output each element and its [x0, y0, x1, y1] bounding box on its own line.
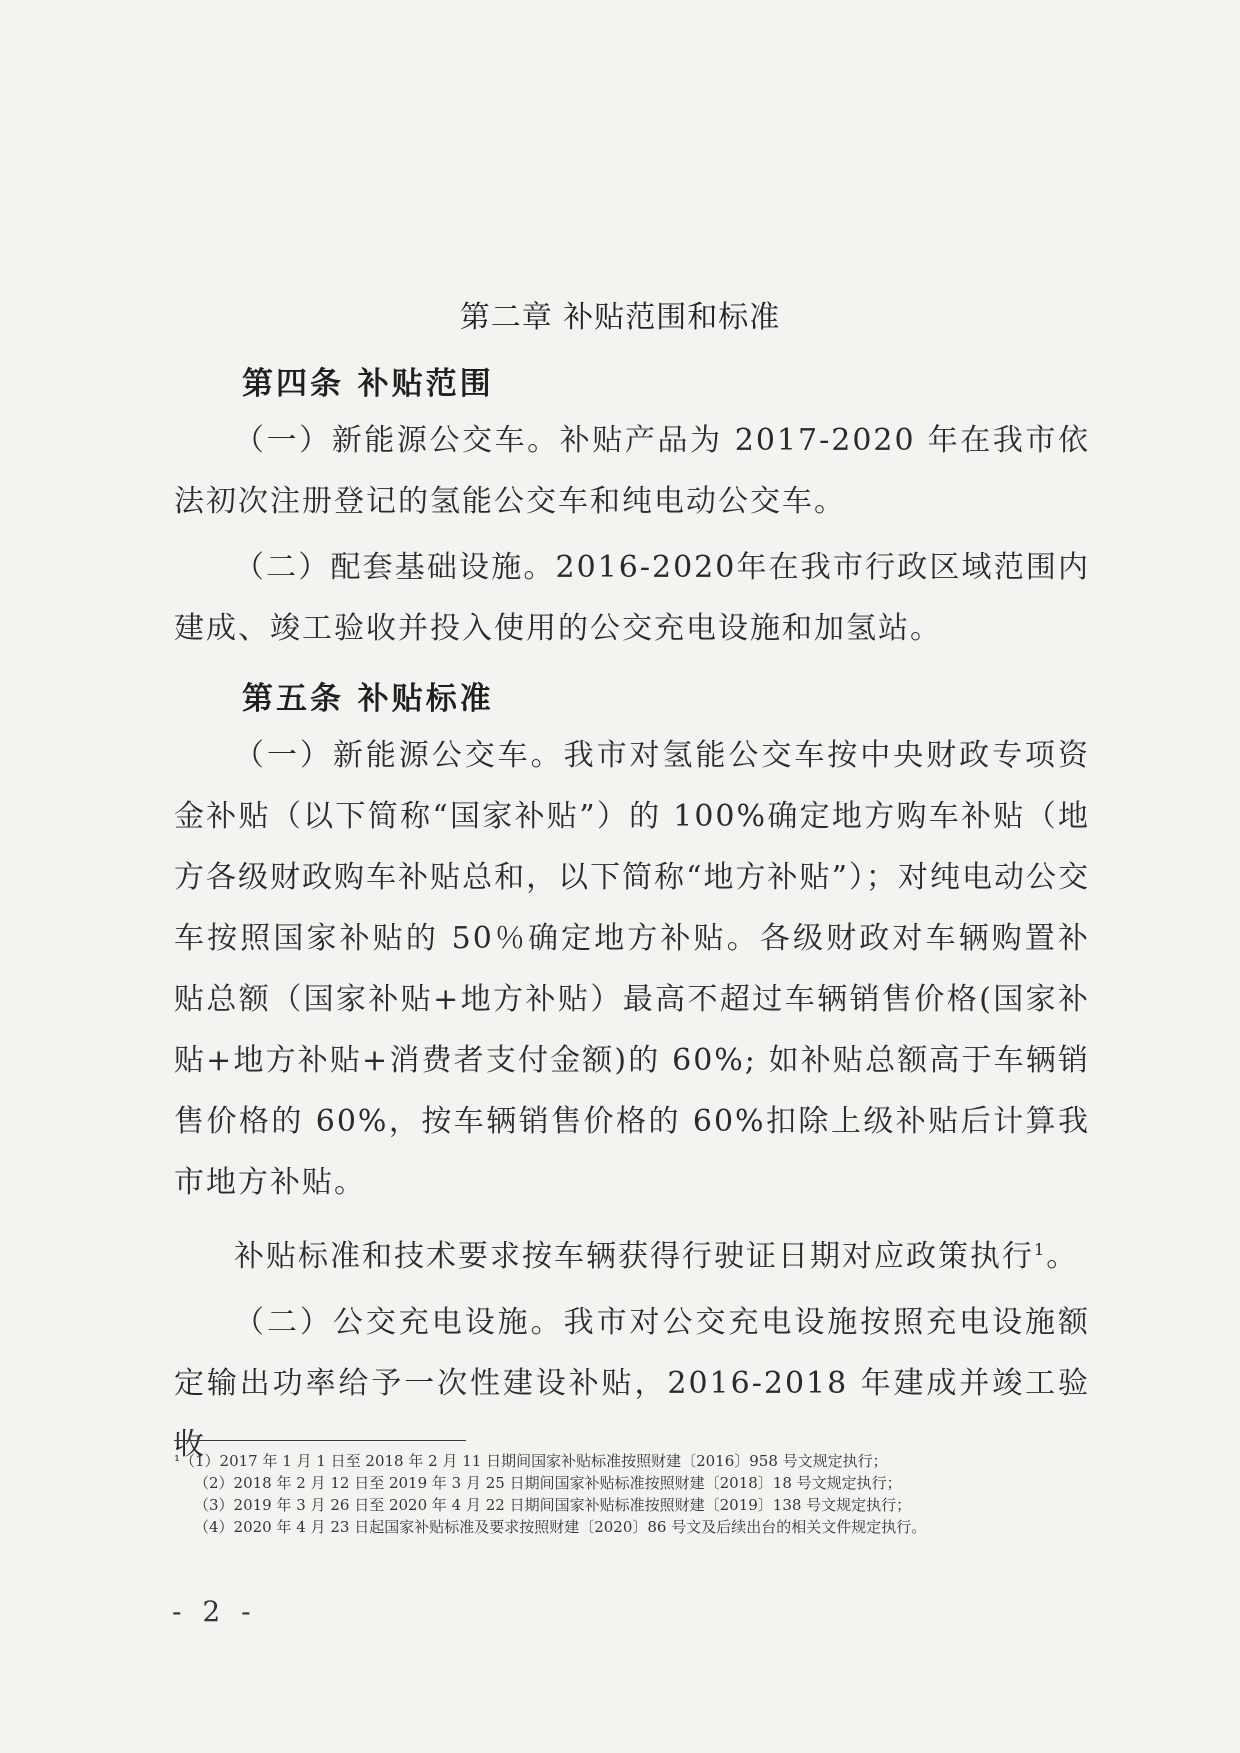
footnotes [174, 1450, 1114, 1538]
footnote-line: ¹（1）2017 年 1 月 1 日至 2018 年 2 月 11 日期间国家补贴标准按照财建〔2016〕958 号文规定执行； [174, 1452, 888, 1470]
note-end: 。 [1046, 1239, 1079, 1274]
item-lead: （一）新能源公交车。 [234, 423, 560, 458]
footnote-line: （2）2018 年 2 月 12 日至 2019 年 3 月 25 日期间国家补贴标准按照财建〔2018〕18 号文规定执行； [194, 1474, 902, 1492]
item-lead: （二）配套基础设施。 [234, 550, 556, 585]
footnote-divider [174, 1440, 466, 1441]
article-5-standard-note [174, 1226, 1090, 1287]
item-text: 我市对公交充电设施按照充电设施额定输出功率给予一次性建设补贴，2016-2018 年建成并竣工验收 [174, 1305, 1091, 1462]
article-4-item-2 [174, 537, 1090, 659]
chapter-title: 第二章 补贴范围和标准 [459, 300, 781, 335]
item-text: 2016-2020年在我市行政区域范围内建成、竣工验收并投入使用的公交充电设施和加氢站。 [174, 550, 1091, 646]
footnote-line: （4）2020 年 4 月 23 日起国家补贴标准及要求按照财建〔2020〕86 号文及后续出台的相关文件规定执行。 [194, 1518, 927, 1536]
note-text: 补贴标准和技术要求按车辆获得行驶证日期对应政策执行 [234, 1239, 1034, 1274]
article-5-item-2 [174, 1292, 1090, 1475]
item-lead: （一）新能源公交车。 [234, 738, 564, 773]
page-number: - 2 - [172, 1595, 257, 1628]
article-4-item-1 [174, 410, 1090, 532]
article-5-item-1 [174, 725, 1090, 1213]
item-text: 补贴产品为 2017-2020 年在我市依法初次注册登记的氢能公交车和纯电动公交车。 [174, 423, 1091, 519]
item-lead: （二）公交充电设施。 [234, 1305, 564, 1340]
item-text: 我市对氢能公交车按中央财政专项资金补贴（以下简称“国家补贴”）的 100%确定地方购车补贴（地方各级财政购车补贴总和，以下简称“地方补贴”）；对纯电动公交车按照国家补贴的 50％确定地方补贴。各级财政对车辆购置补贴总额（国家补贴+地方补贴）最高不超过车辆销售价格(国家补贴+地方补贴+消费者支付金额)的 60%; 如补贴总额高于车辆销售价格的 60%，按车辆销售价格的 60%扣除上级补贴后计算我市地方补贴。 [174, 738, 1091, 1200]
article-5-heading: 第五条 补贴标准 [242, 681, 494, 717]
article-4-heading: 第四条 补贴范围 [242, 366, 494, 402]
footnote-line: （3）2019 年 3 月 26 日至 2020 年 4 月 22 日期间国家补贴标准按照财建〔2019〕138 号文规定执行； [194, 1496, 912, 1514]
footnote-ref: 1 [1034, 1240, 1047, 1259]
